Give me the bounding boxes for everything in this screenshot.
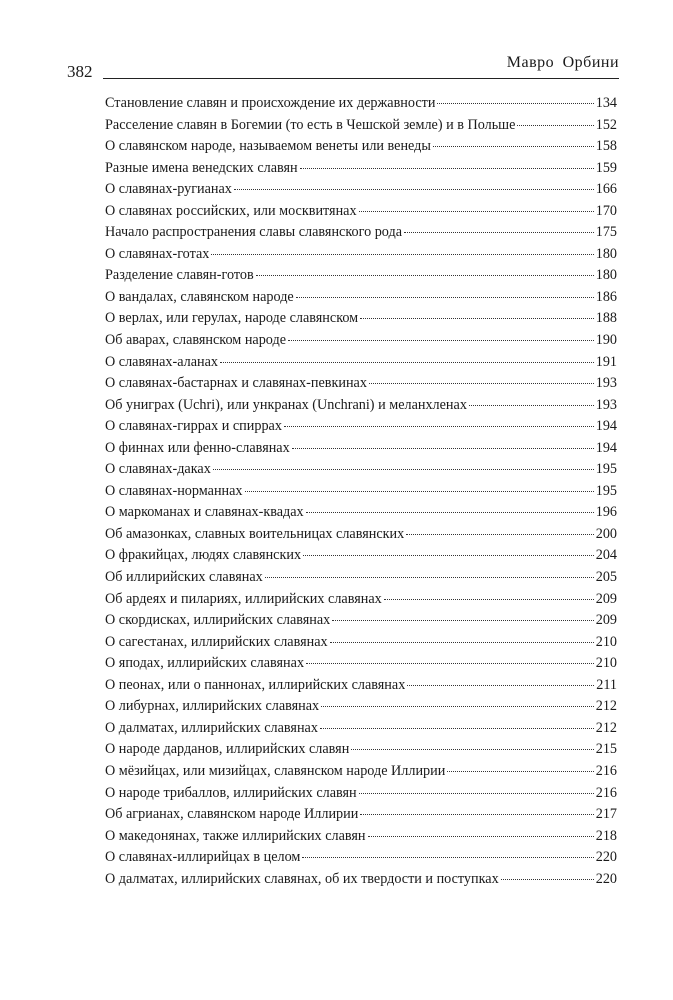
toc-dot-leader [433, 145, 594, 147]
toc-entry-page: 210 [595, 633, 617, 650]
toc-dot-leader [407, 684, 594, 686]
toc-entry-page: 220 [595, 870, 617, 887]
toc-entry-title: О финнах или фенно-славянах [105, 439, 290, 456]
toc-entry [105, 373, 617, 395]
toc-entry-page: 209 [595, 612, 617, 629]
toc-entry-page: 217 [595, 806, 617, 823]
toc-entry-title: О верлах, или герулах, народе славянском [105, 310, 359, 327]
toc-entry-page: 170 [595, 202, 617, 219]
toc-entry [105, 589, 617, 611]
toc-entry-title: О сагестанах, иллирийских славянах [105, 633, 328, 650]
toc-entry [105, 201, 617, 223]
toc-dot-leader [220, 361, 594, 363]
toc-dot-leader [406, 533, 593, 535]
toc-dot-leader [359, 792, 594, 794]
table-of-contents [105, 93, 617, 890]
toc-dot-leader [300, 167, 594, 169]
toc-entry-page: 211 [596, 676, 617, 693]
toc-entry [105, 352, 617, 374]
toc-entry [105, 158, 617, 180]
toc-entry-title: О скордисках, иллирийских славянах [105, 612, 331, 629]
toc-dot-leader [359, 210, 594, 212]
toc-entry-page: 196 [595, 504, 617, 521]
toc-dot-leader [213, 468, 594, 470]
toc-entry-title: Об агрианах, славянском народе Иллирии [105, 806, 359, 823]
toc-entry-title: О маркоманах и славянах-квадах [105, 504, 304, 521]
toc-dot-leader [211, 253, 593, 255]
toc-entry-title: О славянах-гиррах и спиррах [105, 418, 282, 435]
toc-entry-page: 188 [595, 310, 617, 327]
toc-entry-title: Становление славян и происхождение их державности [105, 95, 436, 111]
toc-entry-page: 166 [595, 181, 617, 198]
toc-entry-title: О далматах, иллирийских славянах [105, 719, 318, 736]
toc-dot-leader [351, 748, 593, 750]
toc-entry [105, 783, 617, 805]
toc-entry-title: Расселение славян в Богемии (то есть в Чешской земле) и в Польше [105, 116, 516, 133]
toc-dot-leader [292, 447, 594, 449]
toc-dot-leader [320, 727, 594, 729]
toc-entry [105, 847, 617, 869]
toc-entry-title: О славянах-даках [105, 461, 211, 478]
toc-entry [105, 545, 617, 567]
toc-dot-leader [501, 878, 594, 880]
toc-entry-title: О мёзийцах, или мизийцах, славянском народе Иллирии [105, 762, 446, 779]
toc-dot-leader [517, 124, 593, 126]
toc-entry-title: О македонянах, также иллирийских славян [105, 827, 366, 844]
toc-entry-page: 220 [595, 849, 617, 866]
toc-entry-page: 218 [595, 827, 617, 844]
toc-entry [105, 739, 617, 761]
toc-entry-title: О далматах, иллирийских славянах, об их твердости и поступках [105, 870, 499, 887]
toc-dot-leader [288, 339, 594, 341]
toc-entry-title: О пеонах, или о паннонах, иллирийских славянах [105, 676, 406, 693]
toc-entry-page: 180 [595, 267, 617, 284]
toc-entry-title: Об униграх (Uchri), или ункранах (Unchrani) и меланхленах [105, 396, 467, 413]
toc-entry [105, 502, 617, 524]
running-title: Мавро Орбини [506, 54, 619, 71]
toc-entry-title: О славянах-аланах [105, 353, 218, 370]
toc-entry-title: О славянах российских, или москвитянах [105, 202, 357, 219]
toc-entry [105, 761, 617, 783]
page-header [67, 50, 619, 82]
toc-dot-leader [332, 619, 593, 621]
toc-entry-page: 159 [595, 159, 617, 176]
toc-entry-page: 210 [595, 655, 617, 672]
toc-entry [105, 632, 617, 654]
toc-entry [105, 610, 617, 632]
toc-entry [105, 136, 617, 158]
toc-entry-page: 158 [595, 138, 617, 155]
toc-entry [105, 524, 617, 546]
toc-dot-leader [265, 576, 594, 578]
toc-dot-leader [284, 425, 594, 427]
toc-entry [105, 869, 617, 891]
toc-dot-leader [360, 317, 594, 319]
toc-entry-page: 190 [595, 332, 617, 349]
toc-entry-page: 152 [595, 116, 617, 133]
toc-entry-title: Об ардеях и пилариях, иллирийских славянах [105, 590, 382, 607]
toc-entry-title: Разные имена венедских славян [105, 159, 298, 176]
toc-entry [105, 718, 617, 740]
toc-entry-page: 134 [595, 95, 617, 111]
toc-entry [105, 330, 617, 352]
page-number: 382 [67, 62, 93, 81]
toc-entry-title: О вандалах, славянском народе [105, 288, 294, 305]
toc-entry [105, 804, 617, 826]
toc-dot-leader [306, 511, 594, 513]
toc-entry-page: 195 [595, 482, 617, 499]
toc-entry-page: 216 [595, 762, 617, 779]
toc-entry-page: 193 [595, 396, 617, 413]
toc-entry [105, 244, 617, 266]
toc-dot-leader [404, 231, 594, 233]
toc-entry-page: 194 [595, 439, 617, 456]
toc-entry [105, 481, 617, 503]
toc-entry [105, 287, 617, 309]
header-rule [103, 78, 619, 79]
toc-entry [105, 416, 617, 438]
toc-entry-page: 212 [595, 698, 617, 715]
toc-entry-page: 215 [595, 741, 617, 758]
toc-entry [105, 179, 617, 201]
toc-dot-leader [321, 705, 594, 707]
toc-entry [105, 308, 617, 330]
toc-entry [105, 675, 617, 697]
toc-dot-leader [437, 102, 593, 104]
toc-dot-leader [302, 856, 593, 858]
toc-dot-leader [469, 404, 594, 406]
toc-entry-page: 204 [595, 547, 617, 564]
toc-entry-page: 194 [595, 418, 617, 435]
toc-entry-page: 180 [595, 245, 617, 262]
toc-entry-page: 175 [595, 224, 617, 241]
toc-entry-page: 209 [595, 590, 617, 607]
toc-entry-page: 205 [595, 569, 617, 586]
toc-entry [105, 653, 617, 675]
toc-entry-title: О славянах-ругианах [105, 181, 232, 198]
toc-entry-title: О славянском народе, называемом венеты или венеды [105, 138, 431, 155]
toc-dot-leader [369, 382, 594, 384]
toc-entry-title: О фракийцах, людях славянских [105, 547, 302, 564]
toc-dot-leader [303, 554, 594, 556]
toc-entry-page: 212 [595, 719, 617, 736]
toc-entry [105, 395, 617, 417]
toc-entry-title: О славянах-готах [105, 245, 210, 262]
toc-entry [105, 826, 617, 848]
toc-entry-page: 200 [595, 525, 617, 542]
toc-entry-title: Об иллирийских славянах [105, 569, 263, 586]
toc-entry-page: 186 [595, 288, 617, 305]
toc-dot-leader [360, 813, 593, 815]
toc-dot-leader [256, 274, 594, 276]
toc-entry-page: 216 [595, 784, 617, 801]
toc-entry [105, 115, 617, 137]
toc-entry-title: О народе дарданов, иллирийских славян [105, 741, 350, 758]
toc-entry-title: Об амазонках, славных воительницах славянских [105, 525, 405, 542]
toc-entry-page: 193 [595, 375, 617, 392]
toc-entry [105, 222, 617, 244]
toc-entry-title: О народе трибаллов, иллирийских славян [105, 784, 357, 801]
toc-dot-leader [447, 770, 593, 772]
toc-dot-leader [368, 835, 594, 837]
toc-entry [105, 265, 617, 287]
toc-entry-page: 195 [595, 461, 617, 478]
toc-entry-title: Разделение славян-готов [105, 267, 254, 284]
toc-entry-title: О славянах-норманнах [105, 482, 243, 499]
toc-dot-leader [306, 662, 594, 664]
toc-entry [105, 93, 617, 115]
toc-entry-title: О либурнах, иллирийских славянах [105, 698, 320, 715]
toc-entry [105, 459, 617, 481]
toc-dot-leader [234, 188, 594, 190]
toc-entry-title: О славянах-иллирийцах в целом [105, 849, 301, 866]
toc-entry-title: О яподах, иллирийских славянах [105, 655, 305, 672]
toc-entry [105, 567, 617, 589]
toc-dot-leader [296, 296, 594, 298]
toc-entry [105, 696, 617, 718]
toc-entry-title: Начало распространения славы славянского рода [105, 224, 403, 241]
toc-dot-leader [245, 490, 594, 492]
toc-entry-page: 191 [595, 353, 617, 370]
toc-entry-title: Об аварах, славянском народе [105, 332, 286, 349]
toc-dot-leader [330, 641, 594, 643]
toc-entry [105, 438, 617, 460]
toc-entry-title: О славянах-бастарнах и славянах-певкинах [105, 375, 367, 392]
toc-dot-leader [384, 598, 594, 600]
